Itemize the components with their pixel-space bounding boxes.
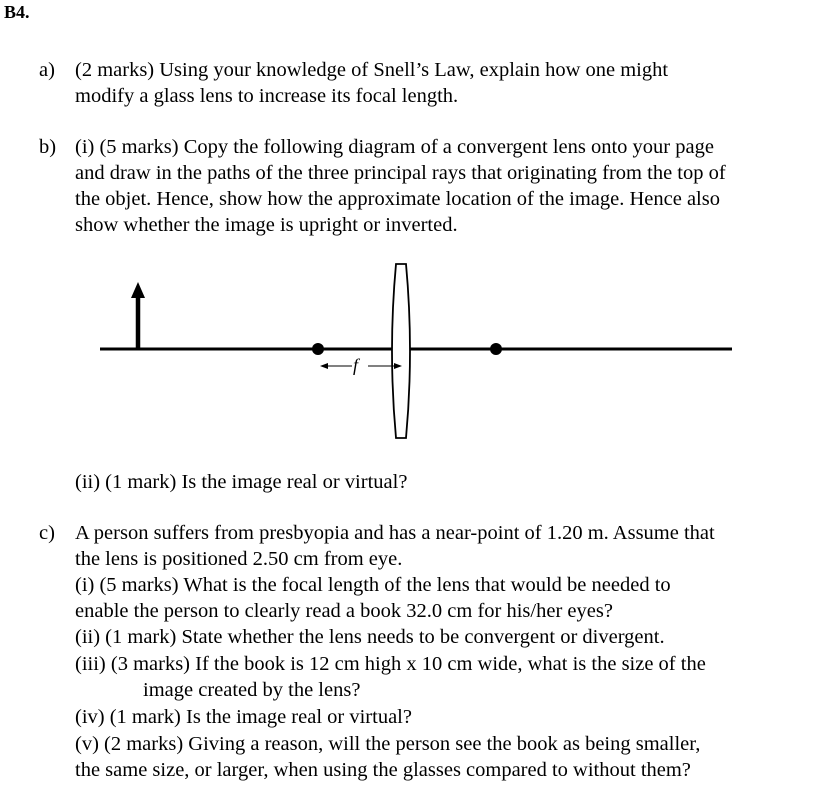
part-a-label: a) xyxy=(39,59,55,81)
focal-length-arrow xyxy=(320,363,402,369)
part-a-line-2: modify a glass lens to increase its focal length. xyxy=(75,85,459,107)
part-c-line-4: enable the person to clearly read a book 32.0 cm for his/her eyes? xyxy=(75,600,613,622)
part-c-line-8: (iv) (1 mark) Is the image real or virtual? xyxy=(75,706,412,728)
part-c-line-3: (i) (5 marks) What is the focal length of the lens that would be needed to xyxy=(75,574,671,596)
part-c-line-1: A person suffers from presbyopia and has a near-point of 1.20 m. Assume that xyxy=(75,522,715,544)
part-c-line-5: (ii) (1 mark) State whether the lens needs to be convergent or divergent. xyxy=(75,626,665,648)
part-c-line-2: the lens is positioned 2.50 cm from eye. xyxy=(75,548,403,570)
part-b-label: b) xyxy=(39,136,57,158)
convergent-lens xyxy=(392,264,410,438)
part-b-line-1: (i) (5 marks) Copy the following diagram of a convergent lens onto your page xyxy=(75,136,714,158)
part-c-line-9: (v) (2 marks) Giving a reason, will the person see the book as being smaller, xyxy=(75,733,701,755)
part-c-line-6: (iii) (3 marks) If the book is 12 cm high x 10 cm wide, what is the size of the xyxy=(75,653,706,675)
question-number: B4. xyxy=(4,2,30,22)
part-a-line-1: (2 marks) Using your knowledge of Snell’s Law, explain how one might xyxy=(75,59,669,81)
focal-point-left xyxy=(312,343,324,355)
part-b-line-4: show whether the image is upright or inverted. xyxy=(75,214,458,236)
part-c-line-10: the same size, or larger, when using the glasses compared to without them? xyxy=(75,759,691,781)
part-b-ii: (ii) (1 mark) Is the image real or virtual? xyxy=(75,471,408,493)
object-arrow xyxy=(131,282,145,349)
part-b-line-2: and draw in the paths of the three principal rays that originating from the top of xyxy=(75,162,726,184)
part-c-line-7: image created by the lens? xyxy=(143,679,361,701)
part-b-line-3: the objet. Hence, show how the approximate location of the image. Hence also xyxy=(75,188,720,210)
focal-point-right xyxy=(490,343,502,355)
focal-length-label: f xyxy=(353,355,359,375)
part-c-label: c) xyxy=(39,522,55,544)
